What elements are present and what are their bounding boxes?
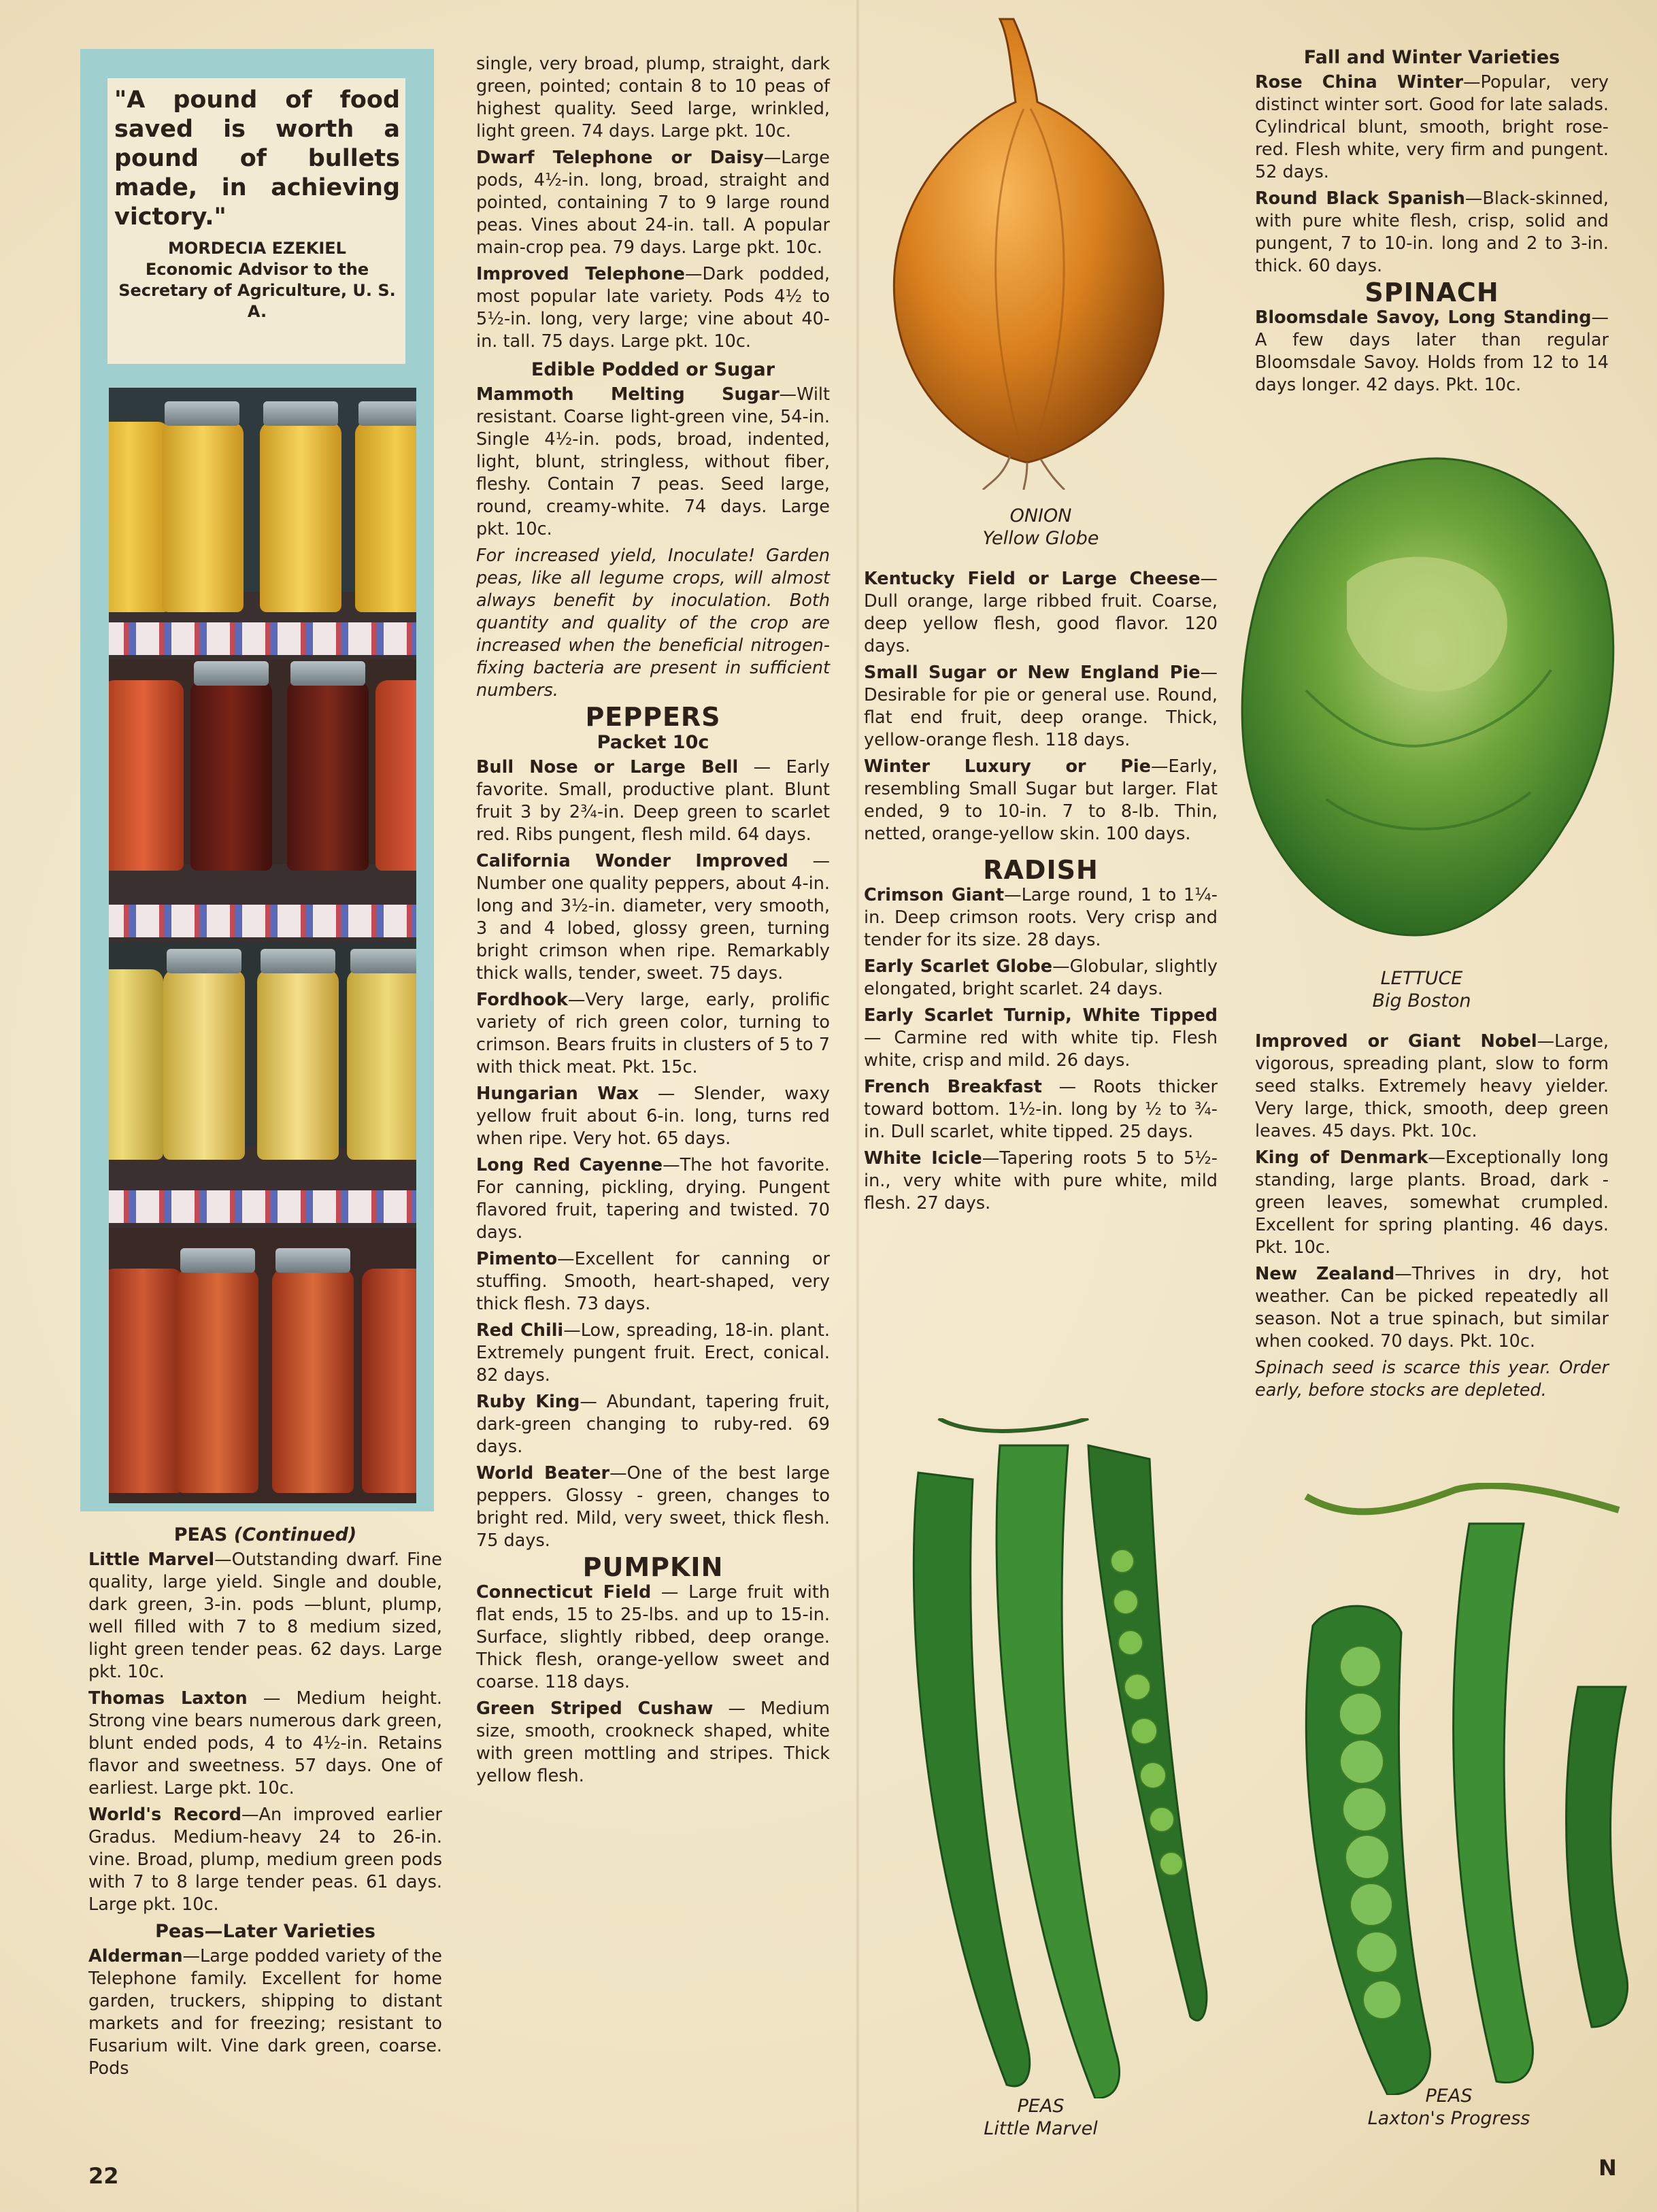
variety-entry [1255, 71, 1609, 184]
quote-author-title: Economic Advisor to the Secretary of Agriculture, U. S. A. [118, 260, 396, 321]
variety-description: — Medium size, smooth, crookneck shaped, white with green mottling and stripes. Thick yellow flesh. [476, 1698, 830, 1786]
variety-description: —Globular, slightly elongated, bright scarlet. 24 days. [864, 956, 1218, 999]
shelf-trim [109, 1190, 416, 1223]
variety-entry [476, 1154, 830, 1244]
variety-name: White Icicle [864, 1148, 982, 1169]
variety-name: Hungarian Wax [476, 1084, 639, 1104]
variety-name: Rose China Winter [1255, 72, 1464, 93]
heading-text: PEAS [173, 1524, 228, 1545]
variety-entry [476, 1320, 830, 1387]
caption-line-2: Little Marvel [984, 2118, 1098, 2139]
lettuce-caption [1306, 967, 1537, 1012]
column-2 [476, 53, 830, 1792]
variety-description: —Wilt resistant. Coarse light-green vine, 54-in. Single 4½-in. pods, broad, indented, light, blunt, stringless, without fiber, fleshy. Contain 7 peas. Seed large, round, creamy-white. 74 days. Large pkt. 10c. [476, 384, 830, 539]
variety-description: —Large pods, 4½-in. long, broad, straight and pointed, containing 7 to 9 large round peas. Vines about 24-in. tall. A popular main-crop pea. 79 days. Large pkt. 10c. [476, 148, 830, 258]
variety-entry [476, 1391, 830, 1458]
jar [355, 422, 416, 612]
variety-entry [88, 1945, 442, 2080]
variety-description: —Dull orange, large ribbed fruit. Coarse, deep yellow flesh, good flavor. 120 days. [864, 569, 1218, 656]
jar-lid [275, 1248, 350, 1273]
jar [109, 680, 184, 871]
shelf-2 [109, 660, 416, 864]
section-heading-spinach: SPINACH [1365, 278, 1499, 307]
variety-description: — Carmine red with white tip. Flesh white, crisp and mild. 26 days. [864, 1028, 1218, 1071]
variety-name: Connecticut Field [476, 1582, 652, 1603]
variety-entry [1255, 1263, 1609, 1353]
variety-entry [476, 384, 830, 541]
variety-name: Alderman [88, 1946, 183, 1966]
jar [177, 1269, 258, 1493]
jar-lid [350, 949, 416, 973]
variety-name: Little Marvel [88, 1549, 215, 1570]
column-4-bottom [1255, 1030, 1609, 1406]
peas-laxtons-progress-illustration [1265, 1483, 1646, 2095]
spinach-note: Spinach seed is scarce this year. Order early, before stocks are depleted. [1255, 1358, 1609, 1401]
paragraph-continued: single, very broad, plump, straight, dark green, pointed; contain 8 to 10 peas of highest quality. Seed large, wrinkled, light green. 74 days. Large pkt. 10c. [476, 54, 830, 141]
onion-caption [939, 505, 1143, 550]
variety-name: Green Striped Cushaw [476, 1698, 714, 1719]
variety-entry [864, 956, 1218, 1001]
jar-lid [263, 401, 338, 426]
inoculation-note: For increased yield, Inoculate! Garden peas, like all legume crops, will almost always benefit by inoculation. Both quantity and quality of the crop are increased when the beneficial nitrogen-fixing bacteria are present in sufficient numbers. [476, 546, 830, 701]
jar-lid [167, 949, 241, 973]
variety-entry [1255, 1030, 1609, 1143]
jar-lid [358, 401, 416, 426]
variety-entry [864, 1076, 1218, 1143]
jar [109, 969, 163, 1160]
open-pea-pod-icon [1265, 1483, 1646, 2095]
jar-lid [180, 1248, 255, 1273]
variety-name: California Wonder Improved [476, 851, 788, 871]
variety-entry [88, 1549, 442, 1683]
section-heading-peas-continued [88, 1524, 442, 1546]
variety-description: —Desirable for pie or general use. Round, flat end fruit, deep orange. Thick, yellow-orange flesh. 118 days. [864, 663, 1218, 750]
variety-description: —Black-skinned, with pure white flesh, crisp, solid and pungent, 7 to 10-in. long and 2 to 3-in. thick. 60 days. [1255, 188, 1609, 276]
shelf-1 [109, 388, 416, 592]
variety-name: Ruby King [476, 1392, 580, 1412]
column-3 [864, 568, 1218, 1219]
subheading-fall-winter: Fall and Winter Varieties [1303, 47, 1560, 68]
lettuce-icon [1224, 446, 1619, 962]
shelf-3 [109, 942, 416, 1146]
variety-description: —A few days later than regular Bloomsdale Savoy. Holds from 12 to 14 days longer. 42 days. Pkt. 10c. [1255, 307, 1609, 395]
variety-description: —Large, vigorous, spreading plant, slow to form seed stalks. Extremely heavy yielder. Very large, thick, smooth, deep green leaves. 45 days. Pkt. 10c. [1255, 1031, 1609, 1141]
variety-name: Bull Nose or Large Bell [476, 757, 739, 777]
section-heading-radish: RADISH [983, 855, 1099, 885]
corner-mark: N [1599, 2155, 1617, 2181]
variety-name: Mammoth Melting Sugar [476, 384, 780, 405]
column-4-top [1255, 46, 1609, 401]
variety-description: — Large fruit with flat ends, 15 to 25-lbs. and up to 15-in. Surface, slightly ribbed, deep orange. Thick flesh, orange-yellow sweet and coarse. 118 days. [476, 1582, 830, 1692]
caption-line-2: Big Boston [1372, 990, 1471, 1011]
variety-entry [864, 756, 1218, 845]
jar [163, 969, 245, 1160]
variety-entry [88, 1804, 442, 1916]
jar [272, 1269, 354, 1493]
variety-description: —The hot favorite. For canning, pickling, drying. Pungent flavored fruit, tapering and twisted. 70 days. [476, 1155, 830, 1243]
variety-name: Kentucky Field or Large Cheese [864, 569, 1201, 589]
peas-little-marvel-illustration [891, 1418, 1211, 2098]
page-number: 22 [88, 2163, 119, 2189]
variety-entry [476, 1698, 830, 1788]
peppers-packet-price: Packet 10c [597, 732, 709, 753]
variety-name: Pimento [476, 1249, 558, 1269]
variety-description: —Large podded variety of the Telephone family. Excellent for home garden, truckers, shipping to distant markets and for freezing; resistant to Fusarium wilt. Vine dark green, coarse. Pods [88, 1946, 442, 2079]
variety-description: — Slender, waxy yellow fruit about 6-in. long, turns red when ripe. Very hot. 65 days. [476, 1084, 830, 1149]
variety-name: Bloomsdale Savoy, Long Standing [1255, 307, 1592, 328]
variety-entry [864, 884, 1218, 952]
variety-description: —Exceptionally long standing, large plants. Broad, dark - green leaves, somewhat crumpled. Excellent for spring planting. 46 days. Pkt. 10c. [1255, 1147, 1609, 1258]
onion-illustration [854, 14, 1194, 490]
variety-entry [1255, 188, 1609, 278]
variety-entry [476, 850, 830, 985]
peas-little-marvel-caption [939, 2095, 1143, 2140]
caption-line-1: PEAS [1425, 2085, 1473, 2107]
caption-line-1: PEAS [1017, 2096, 1065, 2117]
section-heading-peppers: PEPPERS [585, 702, 721, 732]
variety-description: —Outstanding dwarf. Fine quality, large yield. Single and double, dark green, 3-in. pods —blunt, plump, well filled with 7 to 8 medium sized, light green tender peas. 62 days. Large pkt. 10c. [88, 1549, 442, 1682]
variety-description: —An improved earlier Gradus. Medium-heavy 24 to 26-in. vine. Broad, plump, medium green pods with 7 to 8 large tender peas. 61 days. Large pkt. 10c. [88, 1805, 442, 1915]
jar [287, 680, 369, 871]
variety-description: —Thrives in dry, hot weather. Can be picked repeatedly all season. Not a true spinach, but similar when cooked. 70 days. Pkt. 10c. [1255, 1264, 1609, 1352]
jar [109, 1269, 184, 1493]
variety-description: —Excellent for canning or stuffing. Smooth, heart-shaped, very thick flesh. 73 days. [476, 1249, 830, 1314]
shelf-trim [109, 905, 416, 937]
variety-name: Dwarf Telephone or Daisy [476, 148, 764, 168]
jar [362, 1269, 416, 1493]
variety-name: Crimson Giant [864, 885, 1005, 905]
column-1 [88, 1524, 442, 2084]
heading-suffix: (Continued) [233, 1524, 357, 1545]
variety-name: Small Sugar or New England Pie [864, 663, 1201, 683]
variety-name: Fordhook [476, 990, 568, 1010]
canning-jars-photo [109, 388, 416, 1503]
variety-name: World Beater [476, 1463, 610, 1484]
variety-name: World's Record [88, 1805, 242, 1825]
variety-description: —Early, resembling Small Sugar but larger. Flat ended, 9 to 10-in. 7 to 8-lb. Thin, netted, orange-yellow skin. 100 days. [864, 756, 1218, 844]
variety-name: Long Red Cayenne [476, 1155, 663, 1175]
variety-description: —Low, spreading, 18-in. plant. Extremely pungent fruit. Erect, conical. 82 days. [476, 1320, 830, 1386]
variety-description: —Dark podded, most popular late variety. Pods 4½ to 5½-in. long, very large; vine about 40-in. tall. 75 days. Large pkt. 10c. [476, 264, 830, 352]
shelf-4 [109, 1228, 416, 1503]
variety-description: —Tapering roots 5 to 5½-in., very white with pure white, mild flesh. 27 days. [864, 1148, 1218, 1213]
variety-name: Improved Telephone [476, 264, 685, 284]
variety-entry [864, 568, 1218, 658]
variety-description: — Roots thicker toward bottom. 1½-in. long by ½ to ¾-in. Dull scarlet, white tipped. 25 days. [864, 1077, 1218, 1142]
variety-name: French Breakfast [864, 1077, 1042, 1097]
jar [257, 969, 339, 1160]
variety-description: — Number one quality peppers, about 4-in. long and 3½-in. diameter, very smooth, 3 and 4 lobed, glossy green, turning bright crimson when ripe. Remarkably thick walls, tender, sweet. 75 days. [476, 851, 830, 984]
quote-author: MORDECIA EZEKIEL [168, 239, 346, 258]
variety-name: Round Black Spanish [1255, 188, 1465, 209]
variety-name: Winter Luxury or Pie [864, 756, 1151, 777]
variety-name: King of Denmark [1255, 1147, 1428, 1168]
caption-line-1: ONION [1009, 505, 1072, 526]
lettuce-illustration [1224, 446, 1619, 962]
variety-name: Red Chili [476, 1320, 564, 1341]
caption-line-2: Yellow Globe [982, 528, 1099, 549]
variety-name: Thomas Laxton [88, 1688, 248, 1709]
onion-icon [854, 14, 1194, 490]
subheading-edible-podded: Edible Podded or Sugar [531, 359, 775, 380]
section-heading-pumpkin: PUMPKIN [582, 1552, 724, 1582]
variety-description: —Popular, very distinct winter sort. Good for late salads. Cylindrical blunt, smooth, bright rose-red. Flesh white, very firm and pungent. 52 days. [1255, 72, 1609, 182]
variety-entry [864, 1147, 1218, 1215]
variety-entry [864, 662, 1218, 752]
variety-entry [1255, 1147, 1609, 1259]
variety-name: Early Scarlet Globe [864, 956, 1053, 977]
variety-name: Improved or Giant Nobel [1255, 1031, 1537, 1052]
variety-description: — Medium height. Strong vine bears numerous dark green, blunt ended pods, 4 to 4½-in. Retains flavor and sweetness. 57 days. One of earliest. Large pkt. 10c. [88, 1688, 443, 1798]
variety-description: —One of the best large peppers. Glossy - green, changes to bright red. Mild, very sweet, thick flesh. 75 days. [476, 1463, 830, 1551]
variety-entry [476, 1248, 830, 1316]
variety-entry [476, 1581, 830, 1694]
jar-lid [194, 661, 269, 686]
variety-entry [476, 1462, 830, 1552]
jar-lid [261, 949, 335, 973]
caption-line-2: Laxton's Progress [1367, 2108, 1530, 2129]
peas-laxtons-caption [1333, 2085, 1564, 2130]
variety-entry [88, 1688, 442, 1800]
pea-pod-icon [891, 1418, 1211, 2098]
jar [375, 680, 416, 871]
variety-entry [476, 989, 830, 1079]
shelf-trim [109, 622, 416, 655]
variety-entry [864, 1005, 1218, 1072]
subheading-later-varieties: Peas—Later Varieties [155, 1921, 375, 1942]
variety-entry [476, 263, 830, 353]
jar [347, 969, 416, 1160]
variety-entry [476, 147, 830, 259]
variety-entry [1255, 307, 1609, 397]
variety-description: —Large round, 1 to 1¼-in. Deep crimson roots. Very crisp and tender for its size. 28 days. [864, 885, 1218, 950]
jar [190, 680, 272, 871]
variety-description: — Abundant, tapering fruit, dark-green changing to ruby-red. 69 days. [476, 1392, 831, 1457]
caption-line-1: LETTUCE [1380, 968, 1463, 989]
variety-description: —Very large, early, prolific variety of rich green color, turning to crimson. Bears fruits in clusters of 5 to 7 with thick meat. Pkt. 15c. [476, 990, 830, 1077]
variety-name: New Zealand [1255, 1264, 1395, 1284]
jar [260, 422, 341, 612]
jar [162, 422, 244, 612]
jar-lid [290, 661, 365, 686]
variety-entry [476, 756, 830, 846]
quote-attribution [109, 238, 405, 322]
variety-description: — Early favorite. Small, productive plant. Blunt fruit 3 by 2¾-in. Deep green to scarlet red. Ribs pungent, flesh mild. 64 days. [476, 757, 830, 845]
variety-name: Early Scarlet Turnip, White Tipped [864, 1005, 1218, 1026]
jar [109, 422, 170, 612]
jar-lid [165, 401, 239, 426]
variety-entry [476, 1083, 830, 1150]
quote-text: "A pound of food saved is worth a pound of bullets made, in achieving victory." [114, 86, 400, 231]
